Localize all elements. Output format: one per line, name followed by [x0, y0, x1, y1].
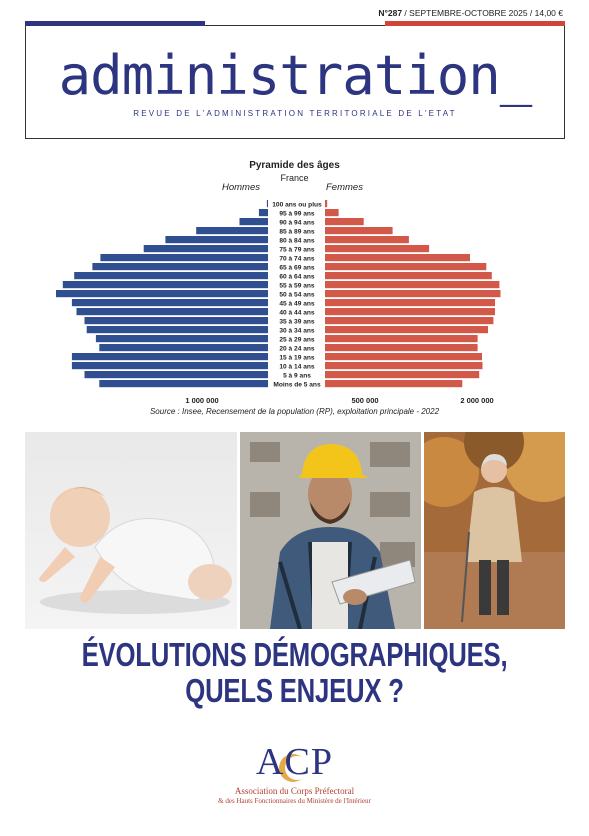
- photo-elderly-woman: [424, 432, 565, 629]
- acp-acronym: ACP: [256, 741, 333, 783]
- acp-subname: & des Hauts Fonctionnaires du Ministère de l'Intérieur: [218, 797, 371, 805]
- age-category-label: 75 à 79 ans: [279, 246, 315, 254]
- x-tick-label: 500 000: [351, 396, 379, 405]
- bar-hommes: [196, 227, 268, 234]
- bar-femmes: [325, 236, 409, 243]
- age-category-label: Moins de 5 ans: [273, 381, 321, 389]
- age-category-label: 15 à 19 ans: [279, 354, 315, 362]
- bar-femmes: [325, 344, 478, 351]
- x-tick-label: 2 000 000: [460, 396, 494, 405]
- magazine-title: administration_: [58, 44, 532, 107]
- headline-line-1: ÉVOLUTIONS DÉMOGRAPHIQUES,: [81, 636, 508, 673]
- issue-details: / SEPTEMBRE-OCTOBRE 2025 / 14,00 €: [402, 8, 563, 18]
- issue-number: N°287: [378, 8, 403, 18]
- age-category-label: 55 à 59 ans: [279, 282, 315, 290]
- age-category-label: 85 à 89 ans: [279, 228, 315, 236]
- chart-subtitle: France: [280, 173, 309, 183]
- age-category-label: 70 à 74 ans: [279, 255, 315, 263]
- bar-femmes: [325, 353, 482, 360]
- age-category-label: 80 à 84 ans: [279, 237, 315, 245]
- label-hommes: Hommes: [222, 182, 261, 193]
- bar-hommes: [96, 335, 268, 342]
- age-category-label: 35 à 39 ans: [279, 318, 315, 326]
- bar-femmes: [325, 362, 483, 369]
- chart-source: Source : Insee, Recensement de la population (RP), exploitation principale - 2022: [149, 407, 440, 416]
- age-category-label: 95 à 99 ans: [279, 210, 315, 218]
- bar-hommes: [72, 299, 268, 306]
- bar-femmes: [325, 272, 492, 279]
- bar-femmes: [325, 326, 488, 333]
- cover-headline: [65, 637, 524, 709]
- bar-femmes: [325, 281, 499, 288]
- age-category-label: 45 à 49 ans: [279, 300, 315, 308]
- bar-hommes: [72, 353, 268, 360]
- bar-hommes: [63, 281, 268, 288]
- bar-femmes: [325, 245, 429, 252]
- bar-hommes: [99, 344, 268, 351]
- bar-femmes: [325, 299, 495, 306]
- bar-hommes: [100, 254, 268, 261]
- age-category-label: 5 à 9 ans: [283, 372, 311, 380]
- age-category-label: 40 à 44 ans: [279, 309, 315, 317]
- bar-femmes: [325, 380, 462, 387]
- bar-hommes: [99, 380, 268, 387]
- bar-hommes: [56, 290, 268, 297]
- photo-construction-worker: [240, 432, 421, 629]
- bar-femmes: [325, 335, 478, 342]
- bar-hommes: [144, 245, 268, 252]
- age-category-label: 100 ans ou plus: [272, 201, 322, 209]
- bar-hommes: [74, 272, 268, 279]
- bar-femmes: [325, 263, 486, 270]
- headline-line-2: QUELS ENJEUX ?: [185, 672, 404, 709]
- bar-hommes: [85, 317, 269, 324]
- x-tick-label: 1 000 000: [185, 396, 219, 405]
- bar-hommes: [240, 218, 269, 225]
- age-category-label: 20 à 24 ans: [279, 345, 315, 353]
- age-category-label: 25 à 29 ans: [279, 336, 315, 344]
- bar-femmes: [325, 227, 393, 234]
- age-category-label: 30 à 34 ans: [279, 327, 315, 335]
- age-category-label: 65 à 69 ans: [279, 264, 315, 272]
- bar-femmes: [325, 371, 479, 378]
- label-femmes: Femmes: [326, 182, 363, 193]
- age-category-label: 10 à 14 ans: [279, 363, 315, 371]
- bar-femmes: [325, 209, 339, 216]
- magazine-subtitle: REVUE DE L'ADMINISTRATION TERRITORIALE DE L'ETAT: [133, 109, 457, 118]
- acp-name: Association du Corps Préfectoral: [234, 786, 355, 796]
- bar-femmes: [325, 200, 327, 207]
- bar-hommes: [77, 308, 269, 315]
- bar-hommes: [87, 326, 268, 333]
- bar-femmes: [325, 308, 495, 315]
- bar-hommes: [85, 371, 269, 378]
- bar-hommes: [267, 200, 268, 207]
- bar-hommes: [92, 263, 268, 270]
- age-category-label: 90 à 94 ans: [279, 219, 315, 227]
- bar-femmes: [325, 290, 501, 297]
- bar-femmes: [325, 317, 493, 324]
- age-category-label: 60 à 64 ans: [279, 273, 315, 281]
- bar-hommes: [259, 209, 268, 216]
- age-category-label: 50 à 54 ans: [279, 291, 315, 299]
- chart-title: Pyramide des âges: [249, 160, 340, 171]
- bar-hommes: [72, 362, 268, 369]
- bar-femmes: [325, 218, 364, 225]
- bar-hommes: [165, 236, 268, 243]
- bar-femmes: [325, 254, 470, 261]
- photo-baby: [25, 432, 237, 629]
